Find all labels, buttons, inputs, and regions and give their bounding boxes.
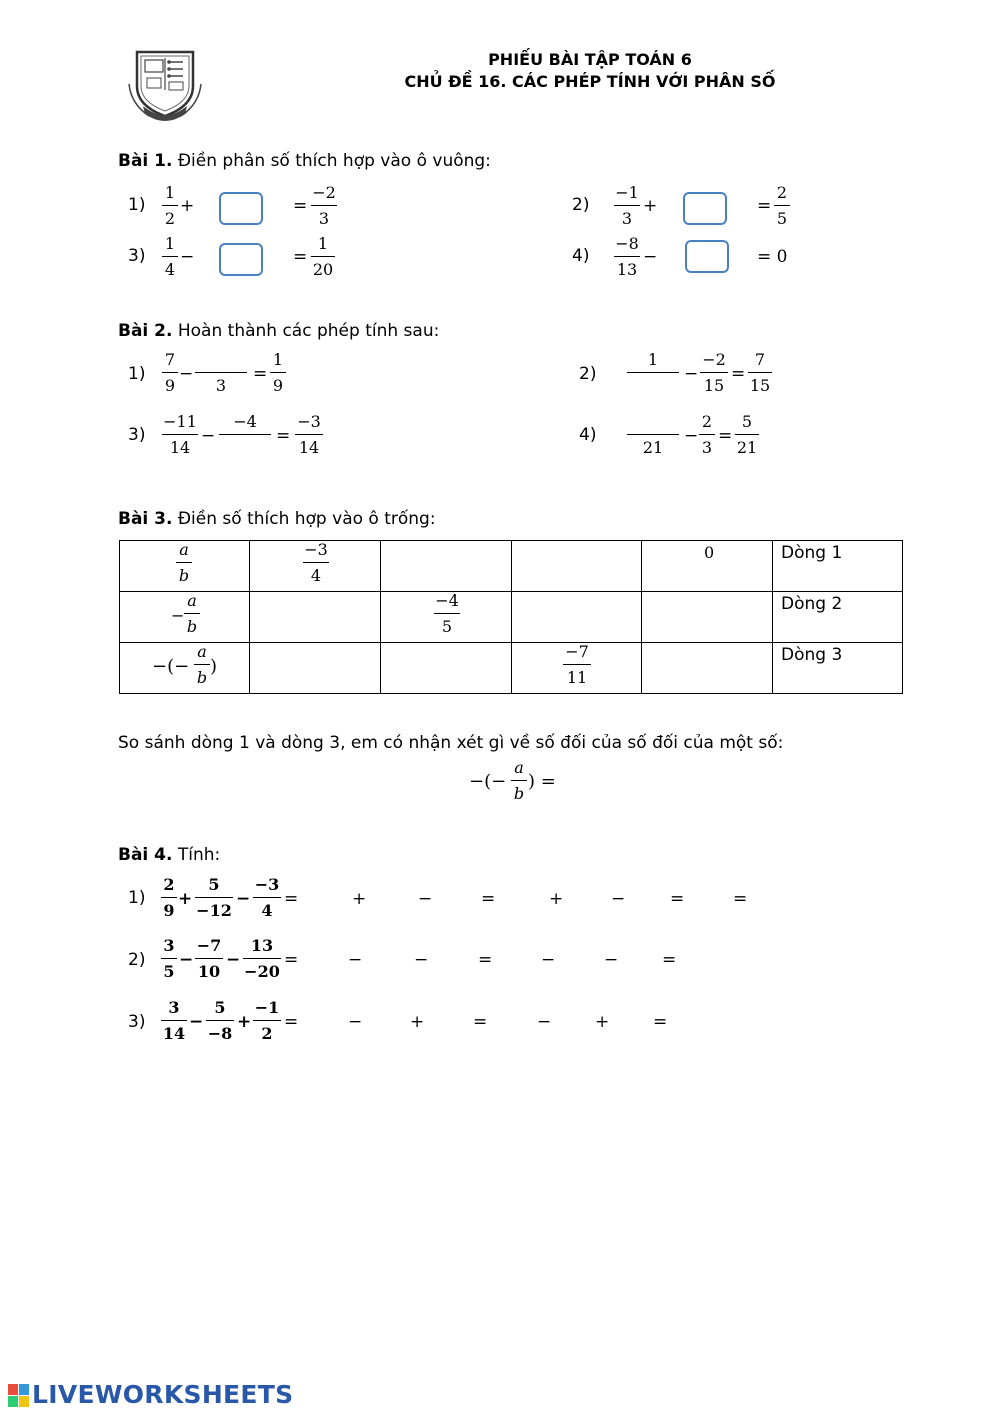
bai2-item1-fraction-result: 1 9 bbox=[270, 349, 286, 397]
bai2-item4-equals: = bbox=[718, 426, 733, 446]
row2-cell-4[interactable] bbox=[642, 592, 773, 643]
row2-header-minus: − bbox=[171, 606, 185, 625]
bai4-item3-sym-1: = bbox=[284, 1012, 299, 1032]
bai1-item4-number: 4) bbox=[572, 246, 590, 266]
bai1-item2-operator: + bbox=[643, 196, 658, 216]
row1-cell-2[interactable] bbox=[381, 541, 512, 592]
worksheet-title: PHIẾU BÀI TẬP TOÁN 6 bbox=[488, 50, 692, 69]
row1-cell-4[interactable] bbox=[642, 541, 773, 592]
row2-header-cell bbox=[120, 592, 250, 643]
bai2-item1-equals: = bbox=[253, 364, 268, 384]
bai2-item4-number: 4) bbox=[579, 425, 597, 445]
row3-cell-2[interactable] bbox=[381, 643, 512, 694]
bai1-item4-operator: − bbox=[643, 247, 658, 267]
row3-cell-4[interactable] bbox=[642, 643, 773, 694]
bai3-formula-prefix: −(− bbox=[469, 771, 507, 792]
bai1-item2-number: 2) bbox=[572, 195, 590, 215]
bai1-item1-equals: = bbox=[293, 196, 308, 216]
bai2-item3-fraction-a: −11 14 bbox=[163, 412, 197, 457]
row3-header-suffix: ) bbox=[210, 656, 218, 677]
bai2-item3-operator: − bbox=[201, 426, 216, 446]
row3-cell-3-fraction: −7 11 bbox=[563, 641, 591, 689]
bai1-item3-fraction-a: 1 4 bbox=[162, 233, 178, 281]
bai3-heading bbox=[118, 509, 436, 529]
bai1-item4-fraction-a: −8 13 bbox=[615, 234, 639, 279]
row2-label-cell bbox=[773, 592, 903, 643]
bai4-item1-number: 1) bbox=[128, 888, 146, 908]
bai4-label: Bài 4. bbox=[118, 845, 173, 865]
bai1-item3-operator: − bbox=[180, 247, 195, 267]
bai2-item2-operator: − bbox=[684, 364, 699, 384]
bai4-item2-sym-4: = bbox=[478, 950, 493, 970]
row1-cell-3[interactable] bbox=[512, 541, 642, 592]
bai1-item3-number: 3) bbox=[128, 246, 146, 266]
bai4-item2-op1: − bbox=[179, 950, 194, 970]
bai1-item3-fraction-result: 1 20 bbox=[312, 234, 334, 279]
bai2-item1-fraction-b: 3 bbox=[195, 349, 247, 397]
bai4-item1-fraction-1: 2 9 bbox=[161, 874, 177, 922]
row3-header-cell bbox=[120, 643, 250, 694]
bai4-item1-sym-1: = bbox=[284, 889, 299, 909]
bai4-item2-fraction-2: −7 10 bbox=[196, 936, 222, 981]
table-row-2 bbox=[120, 592, 903, 643]
table-row-1 bbox=[120, 541, 903, 592]
table-row-3 bbox=[120, 643, 903, 694]
bai1-instruction: Điền phân số thích hợp vào ô vuông: bbox=[177, 151, 491, 171]
bai1-item1-fraction-result: −2 3 bbox=[312, 183, 336, 228]
bai4-item1-op1: + bbox=[178, 889, 193, 909]
bai4-item3-sym-2: − bbox=[348, 1012, 363, 1032]
bai4-item2-sym-3: − bbox=[414, 950, 429, 970]
bai1-item4-answer-box[interactable] bbox=[685, 240, 729, 273]
row1-label: Dòng 1 bbox=[781, 543, 843, 563]
bai1-item3-answer-box[interactable] bbox=[219, 243, 263, 276]
bai4-item2-fraction-3: 13 −20 bbox=[244, 936, 280, 981]
row1-cell-1-fraction: −3 4 bbox=[304, 540, 328, 585]
row3-cell-1[interactable] bbox=[250, 643, 381, 694]
row3-label: Dòng 3 bbox=[781, 645, 843, 665]
bai2-instruction: Hoàn thành các phép tính sau: bbox=[177, 321, 440, 341]
bai2-item1-fraction-a: 7 9 bbox=[162, 349, 178, 397]
school-logo-icon bbox=[125, 44, 205, 124]
bai4-item3-sym-7: = bbox=[653, 1012, 668, 1032]
bai4-heading bbox=[118, 845, 220, 865]
bai2-item4-fraction-a: 21 bbox=[627, 411, 679, 459]
bai2-item3-number: 3) bbox=[128, 425, 146, 445]
bai4-item1-sym-4: = bbox=[481, 889, 496, 909]
bai4-item2-sym-2: − bbox=[348, 950, 363, 970]
bai2-item3-equals: = bbox=[276, 426, 291, 446]
bai4-item3-sym-3: + bbox=[410, 1012, 425, 1032]
bai4-item1-fraction-3: −3 4 bbox=[254, 875, 280, 920]
bai1-item1-operator: + bbox=[180, 196, 195, 216]
bai1-item1-answer-box[interactable] bbox=[219, 192, 263, 225]
worksheet-subtitle: CHỦ ĐỀ 16. CÁC PHÉP TÍNH VỚI PHÂN SỐ bbox=[404, 72, 776, 91]
bai1-item1-fraction-a: 1 2 bbox=[162, 182, 178, 230]
bai4-item1-op2: − bbox=[236, 889, 251, 909]
row1-label-cell bbox=[773, 541, 903, 592]
bai2-item1-number: 1) bbox=[128, 364, 146, 384]
row3-header-prefix: −(− bbox=[152, 656, 190, 677]
bai4-item2-sym-6: − bbox=[604, 950, 619, 970]
bai2-item3-fraction-result: −3 14 bbox=[295, 411, 323, 459]
bai2-item2-number: 2) bbox=[579, 364, 597, 384]
bai2-label: Bài 2. bbox=[118, 321, 173, 341]
bai1-item2-fraction-a: −1 3 bbox=[615, 183, 639, 228]
row3-header-fraction: a b bbox=[194, 641, 210, 689]
row1-cell-4-value: 0 bbox=[704, 543, 715, 562]
row3-cell-3[interactable] bbox=[512, 643, 642, 694]
bai4-item3-op1: − bbox=[189, 1012, 204, 1032]
bai4-item1-sym-8: = bbox=[733, 889, 748, 909]
bai4-item2-sym-5: − bbox=[541, 950, 556, 970]
bai2-item4-operator: − bbox=[684, 426, 699, 446]
row2-cell-3[interactable] bbox=[512, 592, 642, 643]
bai4-item1-fraction-2: 5 −12 bbox=[196, 875, 232, 920]
bai1-item3-equals: = bbox=[293, 247, 308, 267]
bai4-item2-sym-7: = bbox=[662, 950, 677, 970]
bai4-item2-number: 2) bbox=[128, 950, 146, 970]
bai1-label: Bài 1. bbox=[118, 151, 173, 171]
bai2-item2-fraction-a: 1 bbox=[627, 349, 679, 397]
row1-cell-1[interactable] bbox=[250, 541, 381, 592]
bai4-item1-sym-3: − bbox=[418, 889, 433, 909]
bai1-item1-number: 1) bbox=[128, 195, 146, 215]
bai2-heading bbox=[118, 321, 439, 341]
bai3-compare-text: So sánh dòng 1 và dòng 3, em có nhận xét gì về số đối của số đối của một số: bbox=[118, 733, 784, 753]
liveworksheets-brand: LIVEWORKSHEETS bbox=[32, 1380, 294, 1409]
bai2-item4-fraction-result: 5 21 bbox=[736, 412, 758, 457]
bai4-item1-sym-5: + bbox=[549, 889, 564, 909]
row1-header-fraction: a b bbox=[176, 539, 192, 587]
bai3-table bbox=[119, 540, 903, 694]
bai3-instruction: Điền số thích hợp vào ô trống: bbox=[177, 509, 436, 529]
bai4-instruction: Tính: bbox=[177, 845, 221, 865]
bai2-item2-fraction-b: −2 15 bbox=[700, 349, 728, 397]
bai4-item3-fraction-1: 3 14 bbox=[162, 998, 186, 1043]
bai1-heading bbox=[118, 151, 491, 171]
bai4-item2-sym-1: = bbox=[284, 950, 299, 970]
bai3-label: Bài 3. bbox=[118, 509, 173, 529]
row2-header-fraction: a b bbox=[184, 590, 200, 638]
bai3-formula-fraction: a b bbox=[511, 757, 527, 805]
bai4-item1-sym-6: − bbox=[611, 889, 626, 909]
bai4-item2-fraction-1: 3 5 bbox=[161, 935, 177, 983]
bai2-item2-fraction-result: 7 15 bbox=[749, 350, 771, 395]
row1-header-cell bbox=[120, 541, 250, 592]
bai4-item3-sym-5: − bbox=[537, 1012, 552, 1032]
bai2-item1-operator: − bbox=[179, 364, 194, 384]
bai4-item1-sym-2: + bbox=[352, 889, 367, 909]
bai3-formula-suffix: ) = bbox=[528, 771, 556, 792]
bai4-item3-sym-4: = bbox=[473, 1012, 488, 1032]
bai2-item2-equals: = bbox=[731, 364, 746, 384]
bai2-item3-fraction-b: −4 bbox=[219, 411, 271, 459]
row2-cell-2-fraction: −4 5 bbox=[435, 591, 459, 636]
bai4-item3-op2: + bbox=[237, 1012, 252, 1032]
row3-label-cell bbox=[773, 643, 903, 694]
bai4-item3-sym-6: + bbox=[595, 1012, 610, 1032]
row2-label: Dòng 2 bbox=[781, 594, 843, 614]
bai1-item2-equals: = bbox=[757, 196, 772, 216]
bai4-item2-op2: − bbox=[226, 950, 241, 970]
bai1-item4-result: = 0 bbox=[757, 247, 788, 267]
bai4-item3-number: 3) bbox=[128, 1012, 146, 1032]
row2-cell-1[interactable] bbox=[250, 592, 381, 643]
liveworksheets-logo-icon bbox=[8, 1384, 30, 1408]
bai2-item4-fraction-b: 2 3 bbox=[699, 411, 715, 459]
bai1-item2-answer-box[interactable] bbox=[683, 192, 727, 225]
row2-cell-2[interactable] bbox=[381, 592, 512, 643]
bai4-item3-fraction-3: −1 2 bbox=[254, 998, 280, 1043]
bai1-item2-fraction-result: 2 5 bbox=[774, 182, 790, 230]
bai4-item1-sym-7: = bbox=[670, 889, 685, 909]
bai4-item3-fraction-2: 5 −8 bbox=[207, 998, 233, 1043]
